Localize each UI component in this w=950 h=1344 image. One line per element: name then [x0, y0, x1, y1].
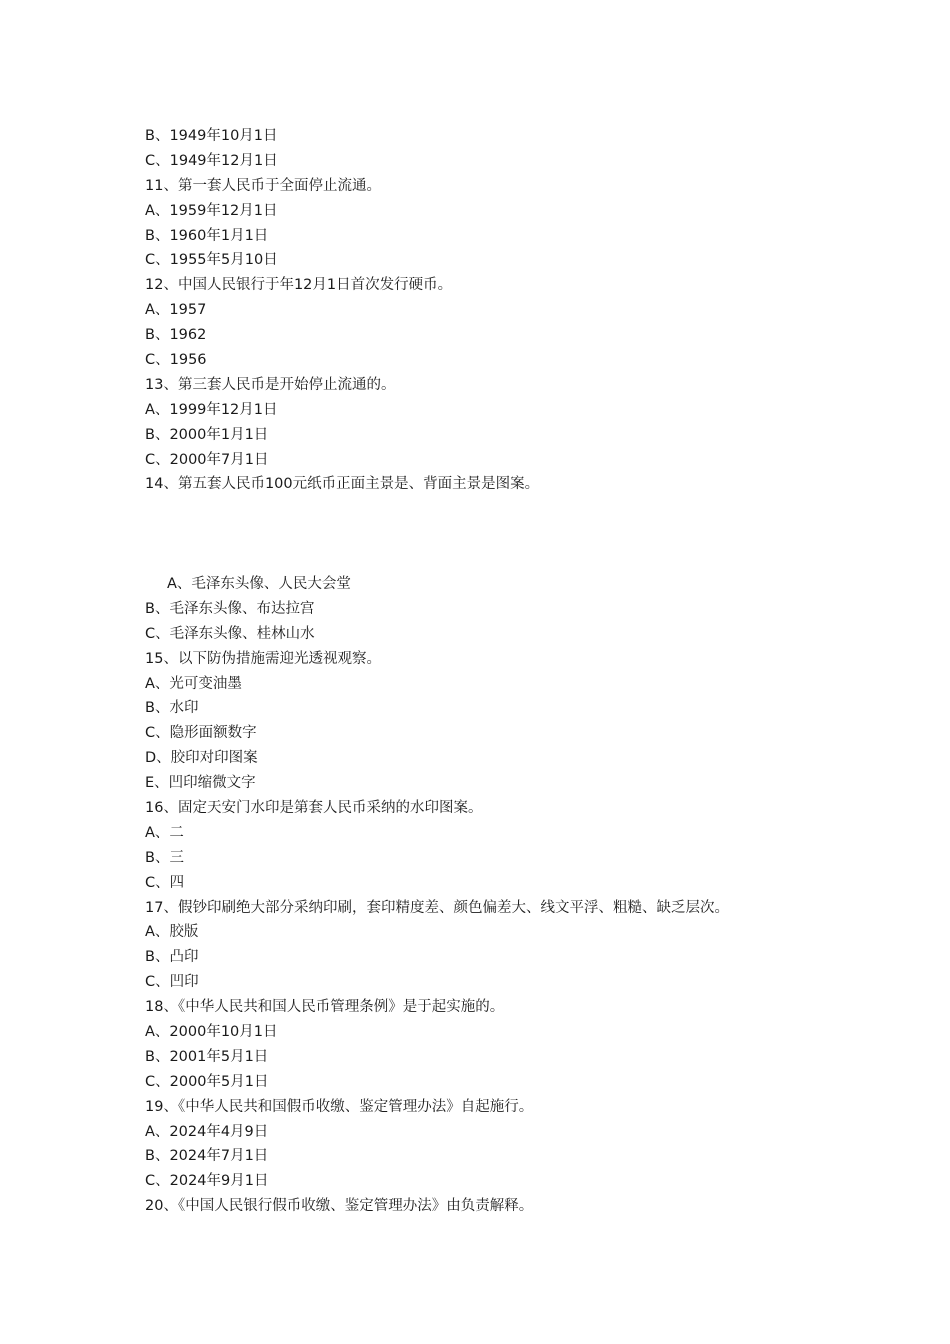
option-c-q19: C、2024年9月1日	[145, 1173, 269, 1190]
option-a-q17: A、胶版	[145, 924, 199, 941]
option-c-q11: C、1955年5月10日	[145, 252, 278, 269]
option-e-q15: E、凹印缩微文字	[145, 775, 256, 792]
option-b-q10: B、1949年10月1日	[145, 128, 278, 144]
question-block-bottom	[145, 572, 845, 1219]
question-16: 16、固定天安门水印是第套人民币采纳的水印图案。	[145, 800, 483, 817]
option-b-q12: B、1962	[145, 327, 207, 344]
option-b-q13: B、2000年1月1日	[145, 426, 269, 443]
option-c-q10: C、1949年12月1日	[145, 152, 278, 169]
option-d-q15: D、胶印对印图案	[145, 750, 258, 767]
option-c-q16: C、四	[145, 874, 185, 891]
question-17: 17、假钞印刷绝大部分采纳印刷，套印精度差、颜色偏差大、线文平浮、粗糙、缺乏层次。	[145, 899, 729, 916]
option-b-q18: B、2001年5月1日	[145, 1048, 269, 1065]
question-19: 19、《中华人民共和国假币收缴、鉴定管理办法》自起施行。	[145, 1098, 534, 1115]
option-b-q17: B、凸印	[145, 949, 199, 966]
option-b-q11: B、1960年1月1日	[145, 227, 269, 244]
option-b-q16: B、三	[145, 849, 184, 866]
option-a-q11: A、1959年12月1日	[145, 202, 278, 219]
option-a-q19: A、2024年4月9日	[145, 1123, 269, 1140]
option-a-q15: A、光可变油墨	[145, 675, 242, 692]
option-b-q14: B、毛泽东头像、布达拉宫	[145, 600, 315, 617]
question-14: 14、第五套人民币100元纸币正面主景是、背面主景是图案。	[145, 476, 540, 493]
option-a-q16: A、二	[145, 824, 184, 841]
option-a-q14: A、毛泽东头像、人民大会堂	[167, 576, 351, 592]
option-c-q13: C、2000年7月1日	[145, 451, 269, 468]
option-a-q12: A、1957	[145, 302, 207, 319]
option-a-q18: A、2000年10月1日	[145, 1024, 278, 1041]
option-c-q15: C、隐形面额数字	[145, 725, 257, 742]
option-c-q12: C、1956	[145, 352, 207, 369]
option-c-q18: C、2000年5月1日	[145, 1073, 269, 1090]
question-18: 18、《中华人民共和国人民币管理条例》是于起实施的。	[145, 999, 505, 1016]
option-a-q13: A、1999年12月1日	[145, 401, 278, 418]
question-20: 20、《中国人民银行假币收缴、鉴定管理办法》由负责解释。	[145, 1198, 534, 1215]
option-b-q19: B、2024年7月1日	[145, 1148, 269, 1165]
question-block-top	[145, 124, 845, 497]
question-13: 13、第三套人民币是开始停止流通的。	[145, 376, 396, 393]
option-b-q15: B、水印	[145, 700, 199, 717]
question-11: 11、第一套人民币于全面停止流通。	[145, 177, 381, 194]
question-12: 12、中国人民银行于年12月1日首次发行硬币。	[145, 277, 453, 294]
option-c-q14: C、毛泽东头像、桂林山水	[145, 625, 315, 642]
option-c-q17: C、凹印	[145, 974, 199, 991]
question-15: 15、以下防伪措施需迎光透视观察。	[145, 650, 381, 667]
